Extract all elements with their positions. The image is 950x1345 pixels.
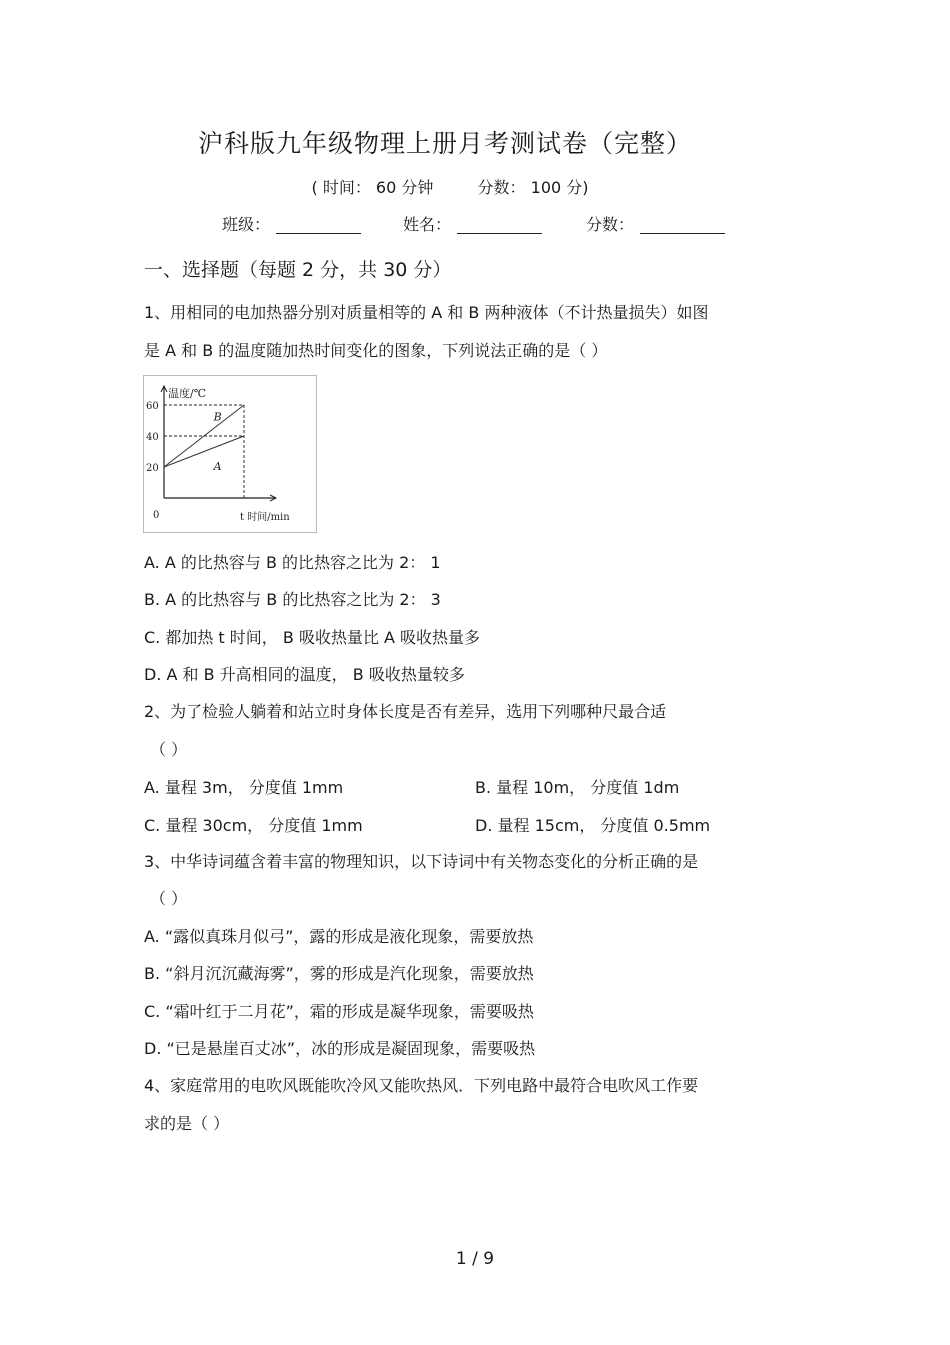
y-tick-label: 60 <box>146 401 159 412</box>
name-blank[interactable] <box>457 217 542 234</box>
series-line-a <box>164 436 244 467</box>
question-1-option-a[interactable]: A. A 的比热容与 B 的比热容之比为 2： 1 <box>144 553 441 572</box>
question-2-option-a[interactable]: A. 量程 3m， 分度值 1mm <box>144 778 344 797</box>
question-3-line-2: （ ） <box>150 889 188 908</box>
question-1-line-2: 是 A 和 B 的温度随加热时间变化的图象，下列说法正确的是（ ） <box>144 341 608 360</box>
y-tick-label: 40 <box>146 432 159 443</box>
question-1-line-1: 1、用相同的电加热器分别对质量相等的 A 和 B 两种液体（不计热量损失）如图 <box>144 303 709 322</box>
question-3-option-c[interactable]: C. “霜叶红于二月花”，霜的形成是凝华现象，需要吸热 <box>144 1002 534 1021</box>
question-2-line-2: （ ） <box>150 740 188 759</box>
page-number: 1 / 9 <box>455 1249 495 1269</box>
class-label: 班级： <box>222 215 271 234</box>
series-label-b: B <box>213 410 222 424</box>
question-2-option-b[interactable]: B. 量程 10m， 分度值 1dm <box>475 778 680 797</box>
question-3-option-a[interactable]: A. “露似真珠月似弓”，露的形成是液化现象，需要放热 <box>144 927 534 946</box>
question-3-option-b[interactable]: B. “斜月沉沉藏海雾”，雾的形成是汽化现象，需要放热 <box>144 964 534 983</box>
page-title: 沪科版九年级物理上册月考测试卷（完整） <box>197 129 692 158</box>
score-blank[interactable] <box>640 217 725 234</box>
name-field <box>403 212 542 235</box>
question-4-line-2: 求的是（ ） <box>144 1114 230 1133</box>
question-2-option-c[interactable]: C. 量程 30cm， 分度值 1mm <box>144 816 363 835</box>
question-1-option-c[interactable]: C. 都加热 t 时间， B 吸收热量比 A 吸收热量多 <box>144 628 481 647</box>
name-label: 姓名： <box>403 215 452 234</box>
question-2-option-d[interactable]: D. 量程 15cm， 分度值 0.5mm <box>475 816 711 835</box>
y-tick-label: 20 <box>146 463 159 474</box>
series-label-a: A <box>213 459 222 473</box>
origin-label: 0 <box>153 510 160 521</box>
y-axis-label: 温度/℃ <box>168 387 207 400</box>
exam-time: ( 时间： 60 分钟 <box>311 178 434 197</box>
question-4-line-1: 4、家庭常用的电吹风既能吹冷风又能吹热风．下列电路中最符合电吹风工作要 <box>144 1076 699 1095</box>
question-2-line-1: 2、为了检验人躺着和站立时身体长度是否有差异，选用下列哪种尺最合适 <box>144 702 667 721</box>
question-1-option-d[interactable]: D. A 和 B 升高相同的温度， B 吸收热量较多 <box>144 665 465 684</box>
chart-svg <box>144 376 316 532</box>
question-3-line-1: 3、中华诗词蕴含着丰富的物理知识，以下诗词中有关物态变化的分析正确的是 <box>144 852 699 871</box>
class-blank[interactable] <box>276 217 361 234</box>
score-label: 分数： <box>586 215 635 234</box>
class-field <box>222 212 361 235</box>
x-axis-label: t 时间/min <box>240 512 290 523</box>
exam-meta <box>0 175 900 198</box>
question-3-option-d[interactable]: D. “已是悬崖百丈冰”，冰的形成是凝固现象，需要吸热 <box>144 1039 536 1058</box>
section-heading: 一、选择题（每题 2 分，共 30 分） <box>144 259 452 281</box>
exam-total-score: 分数： 100 分) <box>477 178 589 197</box>
score-field <box>586 212 725 235</box>
question-1-option-b[interactable]: B. A 的比热容与 B 的比热容之比为 2： 3 <box>144 590 441 609</box>
temperature-time-graph <box>143 375 317 533</box>
